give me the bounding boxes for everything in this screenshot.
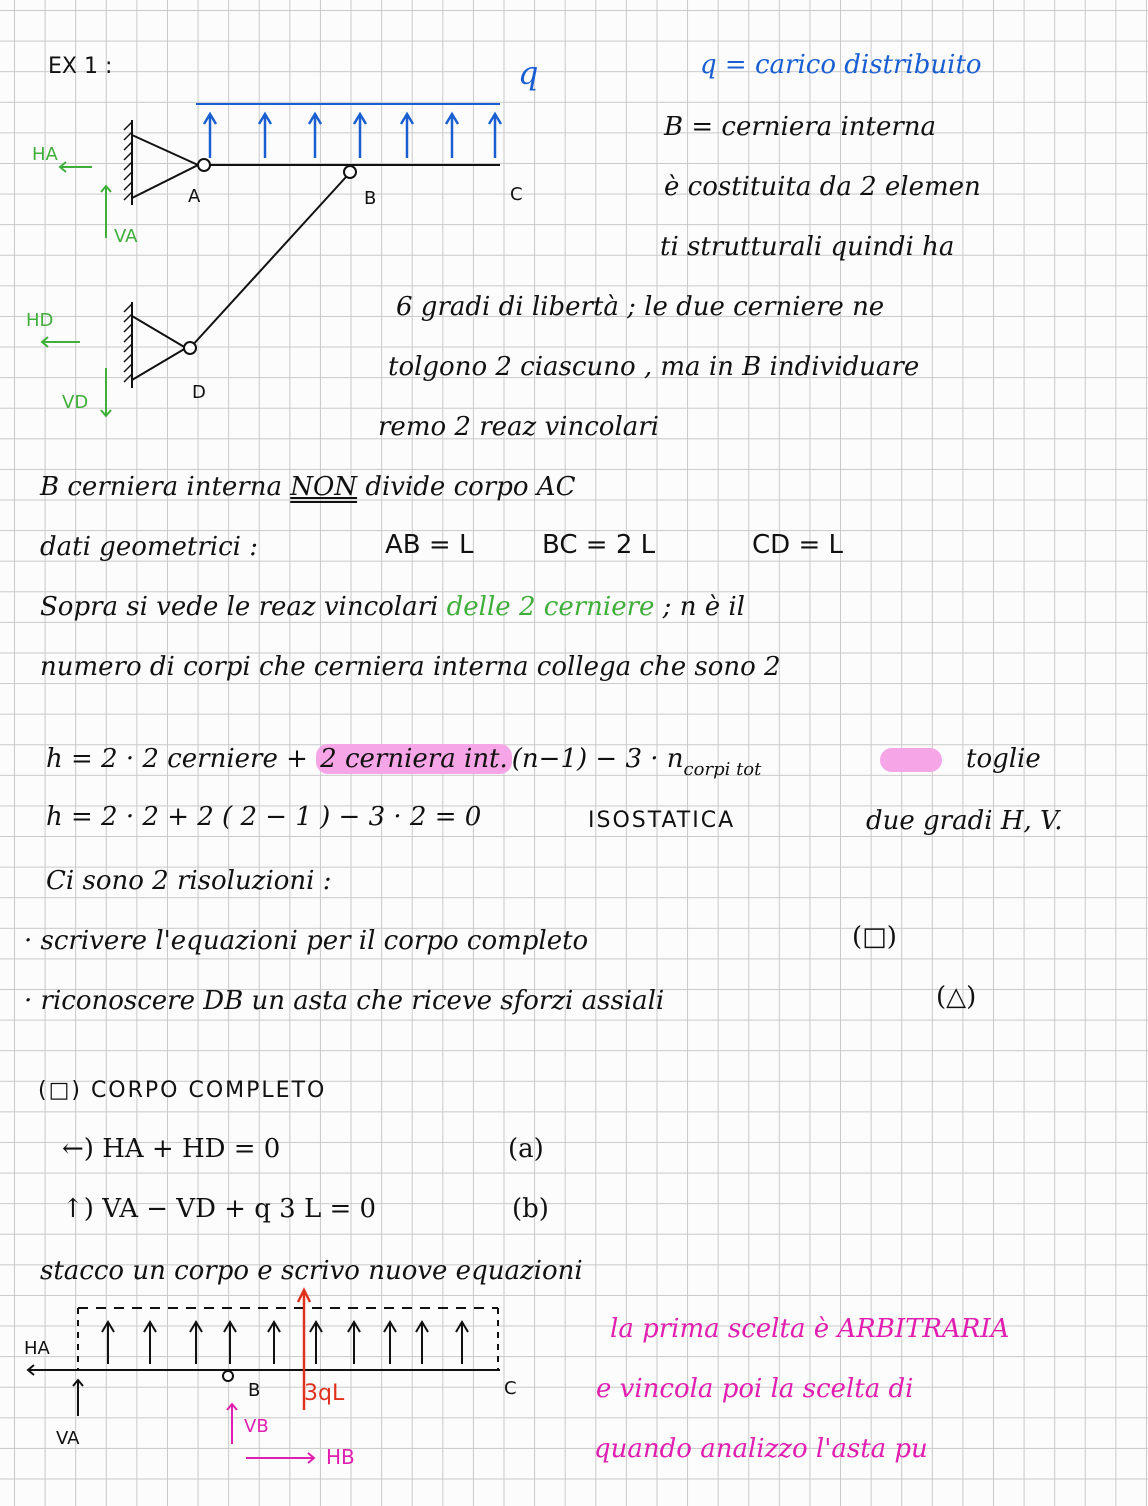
text-line-4: tolgono 2 ciascuno , ma in B individuare [388, 352, 920, 382]
strut-db [190, 177, 346, 348]
label-vb: VB [244, 1416, 269, 1437]
dim-cd: CD = L [752, 530, 843, 560]
highlight-swatch [880, 748, 942, 772]
free-body-diagram [18, 1284, 538, 1494]
label-va: VA [114, 226, 138, 247]
text-line-6: B cerniera interna NON divide corpo AC [40, 472, 576, 502]
load-arrows [204, 114, 501, 158]
equation-a-tag: (a) [508, 1134, 544, 1164]
label-d: D [192, 382, 206, 403]
label-c: C [510, 184, 523, 205]
isostatica-label: ISOSTATICA [588, 808, 736, 833]
load-arrows-2 [102, 1322, 468, 1364]
label-ha: HA [32, 144, 58, 165]
solution-2: · riconoscere DB un asta che riceve sforzi assiali [24, 986, 665, 1016]
note-line-2: e vincola poi la scelta di [596, 1374, 914, 1404]
hinge-d [184, 342, 196, 354]
corpo-completo-title: (□) CORPO COMPLETO [38, 1078, 327, 1103]
formula-1: h = 2 · 2 cerniere + 2 cerniera int. $(n-1) - 3 \cdot n_{corpi tot}$ [46, 744, 762, 780]
b-definition: B = cerniera interna [664, 112, 937, 142]
note-line-1: la prima scelta è ARBITRARIA [610, 1314, 1010, 1344]
hinge-a [198, 159, 210, 171]
solutions-intro: Ci sono 2 risoluzioni : [46, 866, 332, 896]
solution-1-tag: (□) [852, 922, 897, 952]
text-line-9: numero di corpi che cerniera interna collega che sono 2 [40, 652, 781, 682]
label-hd: HD [26, 310, 54, 331]
solution-1: · scrivere l'equazioni per il corpo completo [24, 926, 589, 956]
dim-bc: BC = 2 L [542, 530, 656, 560]
equation-b-tag: (b) [512, 1194, 549, 1224]
label-vd: VD [62, 392, 89, 413]
q-definition: q = carico distribuito [700, 50, 982, 80]
label-hb: HB [326, 1445, 355, 1469]
text-line-2: ti strutturali quindi ha [660, 232, 955, 262]
solution-2-tag: (△) [936, 982, 977, 1012]
support-d [132, 316, 186, 380]
text-line-8: Sopra si vede le reaz vincolari delle 2 cerniere ; n è il [40, 592, 745, 622]
label-va-2: VA [56, 1428, 80, 1449]
text-line-3: 6 gradi di libertà ; le due cerniere ne [396, 292, 885, 322]
geometric-data: dati geometrici : [40, 532, 258, 562]
dim-ab: AB = L [385, 530, 474, 560]
hinge-b [344, 166, 356, 178]
text-line-1: è costituita da 2 elemen [664, 172, 981, 202]
load-resultant: 3qL [304, 1381, 345, 1406]
equation-b: ↑) VA − VD + q 3 L = 0 [62, 1194, 377, 1224]
label-b: B [364, 188, 377, 209]
label-c-2: C [504, 1378, 517, 1399]
text-line-5: remo 2 reaz vincolari [378, 412, 659, 442]
q-symbol: q [518, 54, 539, 92]
toglie-label: toglie [966, 744, 1041, 774]
label-a: A [188, 186, 201, 207]
label-ha-2: HA [24, 1338, 50, 1359]
degrees-note: due gradi H, V. [866, 806, 1063, 836]
note-line-3: quando analizzo l'asta pu [594, 1434, 928, 1464]
equation-a: ←) HA + HD = 0 [62, 1134, 281, 1164]
label-b-2: B [248, 1380, 261, 1401]
exercise-title: EX 1 : [48, 54, 113, 79]
stacco-line: stacco un corpo e scrivo nuove equazioni [40, 1256, 583, 1286]
formula-2: h = 2 · 2 + 2 ( 2 − 1 ) − 3 · 2 = 0 [46, 802, 482, 832]
